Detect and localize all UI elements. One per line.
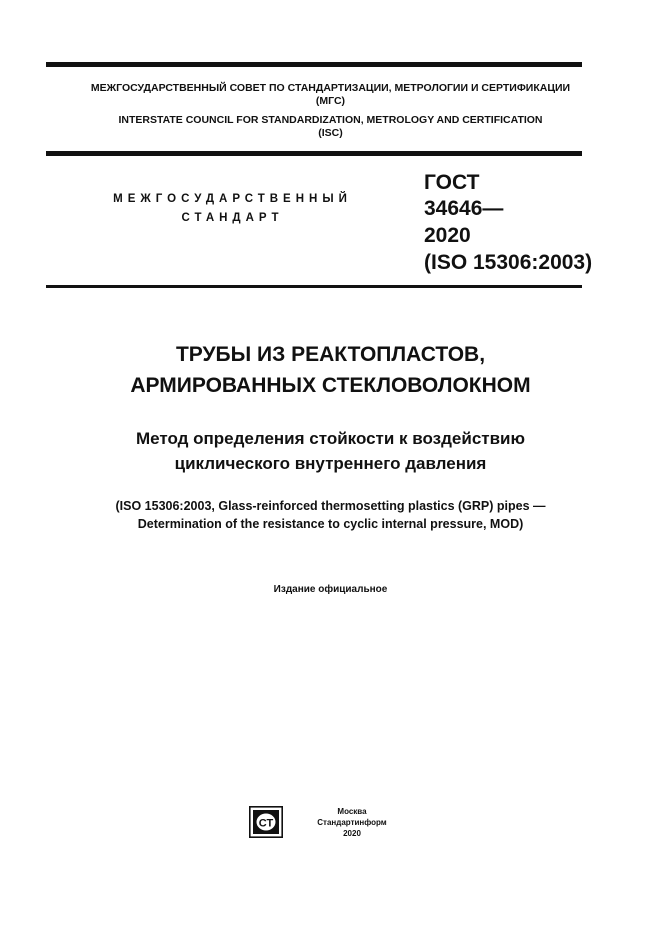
designation-rule: [46, 285, 582, 288]
document-title-line2: АРМИРОВАННЫХ СТЕКЛОВОЛОКНОМ: [130, 374, 531, 397]
council-ru-abbr: (МГС): [315, 95, 346, 107]
council-ru-line: МЕЖГОСУДАРСТВЕННЫЙ СОВЕТ ПО СТАНДАРТИЗАЦИИ, МЕТРОЛОГИИ И СЕРТИФИКАЦИИ: [90, 82, 571, 94]
iso-title-line1: (ISO 15306:2003, Glass-reinforced thermosetting plastics (GRP) pipes —: [115, 499, 546, 513]
gost-year: 2020: [424, 224, 471, 247]
standard-label-line1: МЕЖГОСУДАРСТВЕННЫЙ: [113, 193, 352, 205]
document-subtitle-line2: циклического внутреннего давления: [174, 454, 487, 473]
logo-letters: СТ: [258, 817, 274, 830]
document-title-line1: ТРУБЫ ИЗ РЕАКТОПЛАСТОВ,: [175, 343, 486, 366]
edition-label: Издание официальное: [273, 584, 388, 595]
gost-prefix: ГОСТ: [424, 171, 480, 194]
top-rule: [46, 62, 582, 67]
publisher-year: 2020: [343, 829, 361, 838]
gost-iso-ref: (ISO 15306:2003): [424, 251, 593, 274]
iso-title-line2: Determination of the resistance to cyclic internal pressure, MOD): [137, 517, 524, 531]
publisher-name: Стандартинформ: [317, 818, 387, 827]
standard-label-line2: СТАНДАРТ: [181, 212, 284, 224]
gost-number: 34646—: [424, 197, 504, 220]
council-rule: [46, 151, 582, 156]
standartinform-logo-icon: [249, 806, 283, 838]
publisher-city: Москва: [337, 807, 367, 816]
document-subtitle-line1: Метод определения стойкости к воздействию: [135, 429, 526, 448]
council-en-abbr: (ISC): [318, 127, 343, 139]
council-en-line: INTERSTATE COUNCIL FOR STANDARDIZATION, METROLOGY AND CERTIFICATION: [118, 114, 543, 126]
